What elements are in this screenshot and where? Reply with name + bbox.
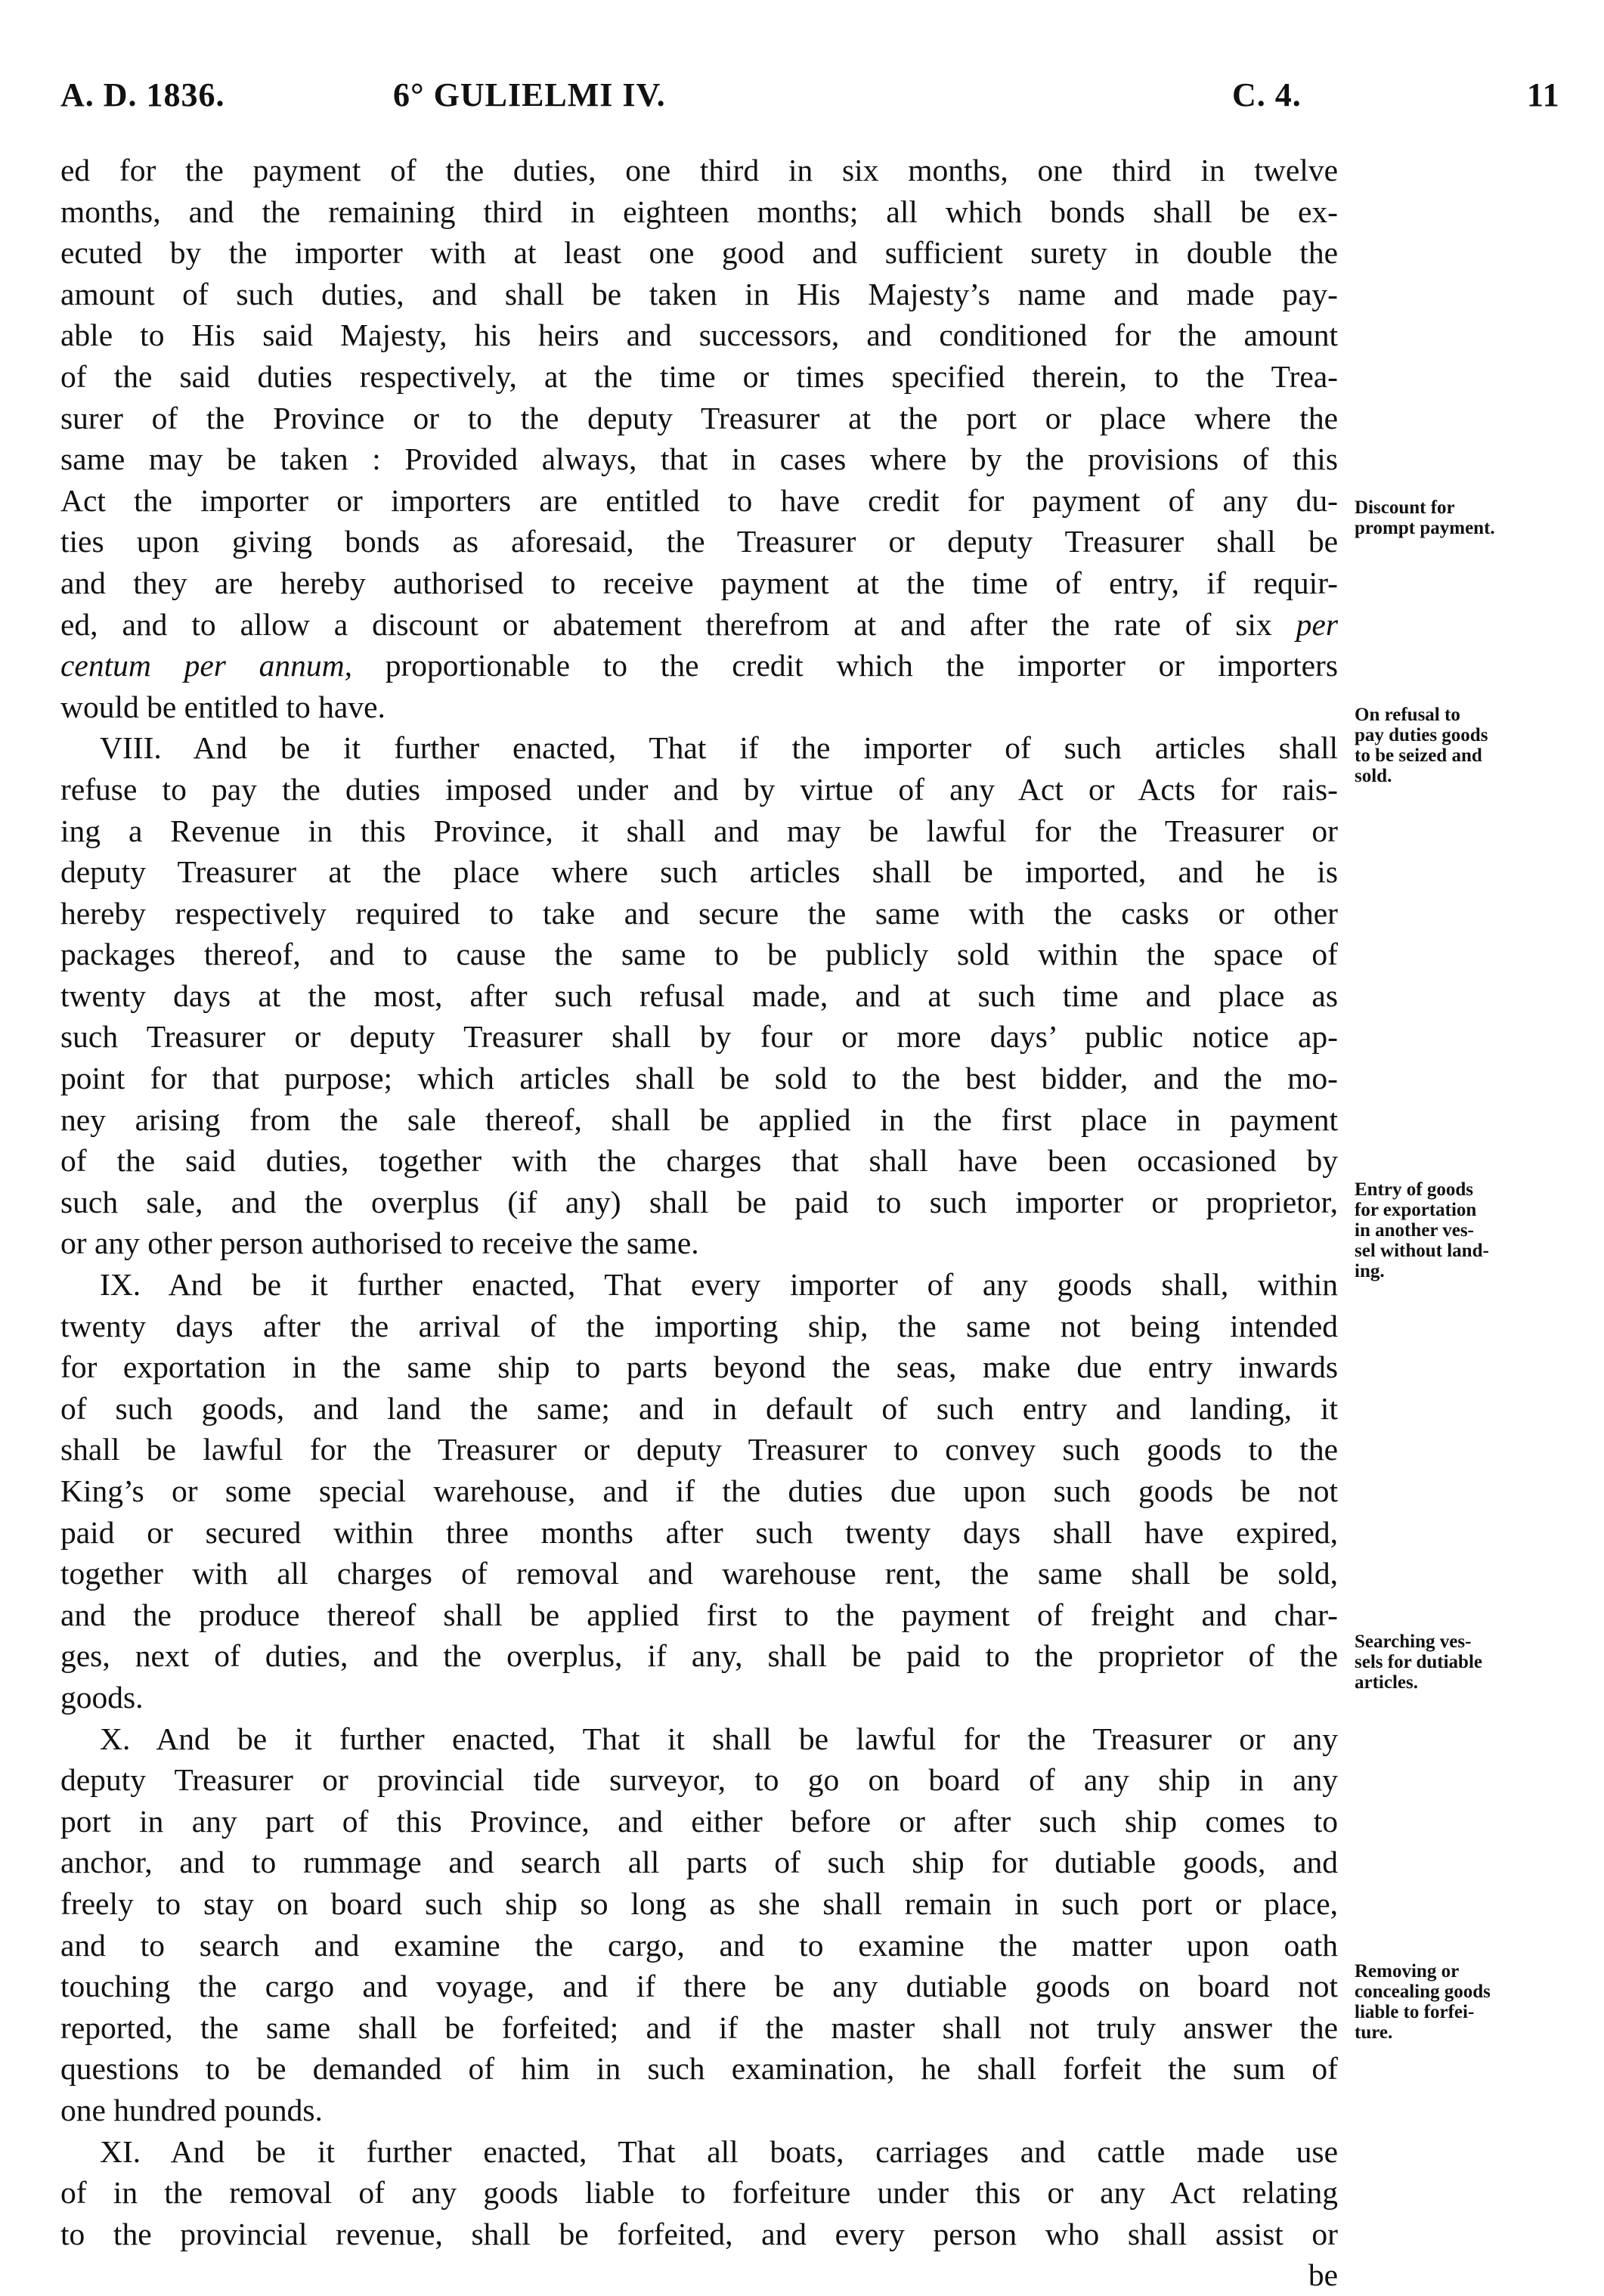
margin-note-line: Removing or (1355, 1961, 1460, 1982)
text-line: to the provincial revenue, shall be forfeited, and every person who shall assist or (60, 2216, 1338, 2251)
text-line: amount of such duties, and shall be taken in His Majesty’s name and made pay- (60, 276, 1338, 311)
section-xi (60, 2131, 1338, 2296)
margin-note-line: articles. (1355, 1672, 1418, 1693)
section-heading-line: X. And be it further enacted, That it shall be lawful for the Treasurer or any (100, 1721, 1338, 1756)
margin-note-line: ture. (1355, 2022, 1393, 2043)
margin-note-line: to be seized and (1355, 745, 1482, 766)
text-line: ed for the payment of the duties, one third in six months, one third in twelve (60, 153, 1338, 187)
margin-note-line: liable to forfei- (1355, 2002, 1475, 2022)
margin-note-line: Entry of goods (1355, 1179, 1473, 1200)
text-line: such sale, and the overplus (if any) shall be paid to such importer or proprietor, (60, 1184, 1338, 1219)
text-line: refuse to pay the duties imposed under and by virtue of any Act or Acts for rais- (60, 771, 1338, 807)
text-line: goods. (60, 1679, 144, 1715)
text-line: and they are hereby authorised to receive payment at the time of entry, if requir- (60, 565, 1338, 600)
text-line: one hundred pounds. (60, 2092, 323, 2127)
page-number: 11 (1527, 76, 1560, 113)
text-line: reported, the same shall be forfeited; and if the master shall not truly answer the (60, 2009, 1338, 2045)
margin-note-refusal (1355, 705, 1581, 786)
text-line: deputy Treasurer or provincial tide surveyor, to go on board of any ship in any (60, 1762, 1338, 1798)
text-fragment: ed, and to allow a discount or abatement therefrom at and after the rate of six (60, 606, 1272, 642)
margin-note-line: On refusal to (1355, 705, 1460, 725)
margin-note-line: for exportation (1355, 1200, 1477, 1220)
section-heading-line: VIII. And be it further enacted, That if the importer of such articles shall (100, 730, 1338, 766)
text-line: and to search and examine the cargo, and to examine the matter upon oath (60, 1927, 1338, 1963)
text-line: months, and the remaining third in eighteen months; all which bonds shall be ex- (60, 194, 1338, 229)
text-line: questions to be demanded of him in such examination, he shall forfeit the sum of (60, 2051, 1338, 2087)
margin-note-line: pay duties goods (1355, 725, 1488, 745)
header-reign: 6° GULIELMI IV. (393, 76, 666, 113)
text-line: surer of the Province or to the deputy Treasurer at the port or place where the (60, 400, 1338, 435)
text-line: or any other person authorised to receive the same. (60, 1225, 699, 1261)
header-chapter: C. 4. (1232, 76, 1302, 113)
section-heading-line: XI. And be it further enacted, That all boats, carriages and cattle made use (100, 2133, 1338, 2169)
text-line: for exportation in the same ship to parts beyond the seas, make due entry inwards (60, 1349, 1338, 1385)
text-line: and the produce thereof shall be applied first to the payment of freight and char- (60, 1597, 1338, 1632)
text-line: same may be taken : Provided always, that in cases where by the provisions of this (60, 442, 1338, 477)
text-line: of such goods, and land the same; and in default of such entry and landing, it (60, 1390, 1338, 1426)
text-line (60, 604, 1338, 646)
text-line (60, 645, 1338, 686)
text-line: King’s or some special warehouse, and if the duties due upon such goods be not (60, 1473, 1338, 1508)
text-line: touching the cargo and voyage, and if there be any dutiable goods on board not (60, 1969, 1338, 2004)
italic-phrase: centum per annum, (60, 648, 352, 683)
text-line: paid or secured within three months after such twenty days shall have expired, (60, 1514, 1338, 1550)
margin-note-line: Discount for (1355, 497, 1455, 518)
text-line: ges, next of duties, and the overplus, if any, shall be paid to the proprietor of the (60, 1638, 1338, 1674)
running-header (60, 76, 1560, 121)
text-line: would be entitled to have. (60, 689, 386, 724)
margin-note-searching (1355, 1631, 1581, 1693)
text-line: together with all charges of removal and warehouse rent, the same shall be sold, (60, 1556, 1338, 1591)
text-line: point for that purpose; which articles shall be sold to the best bidder, and the mo- (60, 1061, 1338, 1096)
margin-note-line: in another ves- (1355, 1220, 1474, 1241)
margin-note-line: prompt payment. (1355, 518, 1495, 538)
header-year: A. D. 1836. (60, 76, 225, 113)
section-heading-line: IX. And be it further enacted, That every importer of any goods shall, within (100, 1267, 1338, 1303)
section-x (60, 1718, 1338, 2131)
margin-note-removing (1355, 1961, 1581, 2043)
text-line: hereby respectively required to take and secure the same with the casks or other (60, 895, 1338, 931)
section-ix (60, 1264, 1338, 1718)
text-line: port in any part of this Province, and either before or after such ship comes to (60, 1803, 1338, 1839)
text-line: such Treasurer or deputy Treasurer shall by four or more days’ public notice ap- (60, 1019, 1338, 1055)
text-line: able to His said Majesty, his heirs and successors, and conditioned for the amount (60, 318, 1338, 353)
text-line: anchor, and to rummage and search all parts of such ship for dutiable goods, and (60, 1845, 1338, 1880)
margin-note-discount (1355, 497, 1581, 538)
text-line: deputy Treasurer at the place where such articles shall be imported, and he is (60, 854, 1338, 890)
text-line: ties upon giving bonds as aforesaid, the Treasurer or deputy Treasurer shall be (60, 524, 1338, 559)
margin-note-line: concealing goods (1355, 1982, 1491, 2002)
section-viii (60, 727, 1338, 1264)
margin-note-line: ing. (1355, 1261, 1385, 1281)
text-line: ecuted by the importer with at least one good and sufficient surety in double the (60, 235, 1338, 271)
text-line: twenty days at the most, after such refusal made, and at such time and place as (60, 978, 1338, 1013)
text-line: packages thereof, and to cause the same to be publicly sold within the space of (60, 937, 1338, 972)
text-line: of the said duties, together with the charges that shall have been occasioned by (60, 1143, 1338, 1179)
text-line: twenty days after the arrival of the importing ship, the same not being intended (60, 1308, 1338, 1343)
text-line: of in the removal of any goods liable to forfeiture under this or any Act relating (60, 2175, 1338, 2211)
catchword: be (1308, 2257, 1338, 2293)
statute-body (60, 150, 1338, 2296)
text-line: Act the importer or importers are entitled to have credit for payment of any du- (60, 482, 1338, 518)
margin-note-entry (1355, 1179, 1581, 1281)
text-line: freely to stay on board such ship so long as she shall remain in such port or place, (60, 1885, 1338, 1921)
continued-paragraph (60, 150, 1338, 727)
text-line: shall be lawful for the Treasurer or deputy Treasurer to convey such goods to the (60, 1432, 1338, 1467)
margin-note-line: sel without land- (1355, 1241, 1489, 1261)
text-fragment: proportionable to the credit which the importer or importers (351, 648, 1338, 683)
margin-note-line: Searching ves- (1355, 1631, 1472, 1652)
margin-note-line: sels for dutiable (1355, 1652, 1482, 1672)
text-line: ing a Revenue in this Province, it shall and may be lawful for the Treasurer or (60, 813, 1338, 848)
margin-note-line: sold. (1355, 766, 1392, 786)
text-line: of the said duties respectively, at the time or times specified therein, to the Trea- (60, 358, 1338, 394)
italic-phrase: per (1296, 606, 1338, 642)
text-line: ney arising from the sale thereof, shall be applied in the first place in payment (60, 1102, 1338, 1137)
